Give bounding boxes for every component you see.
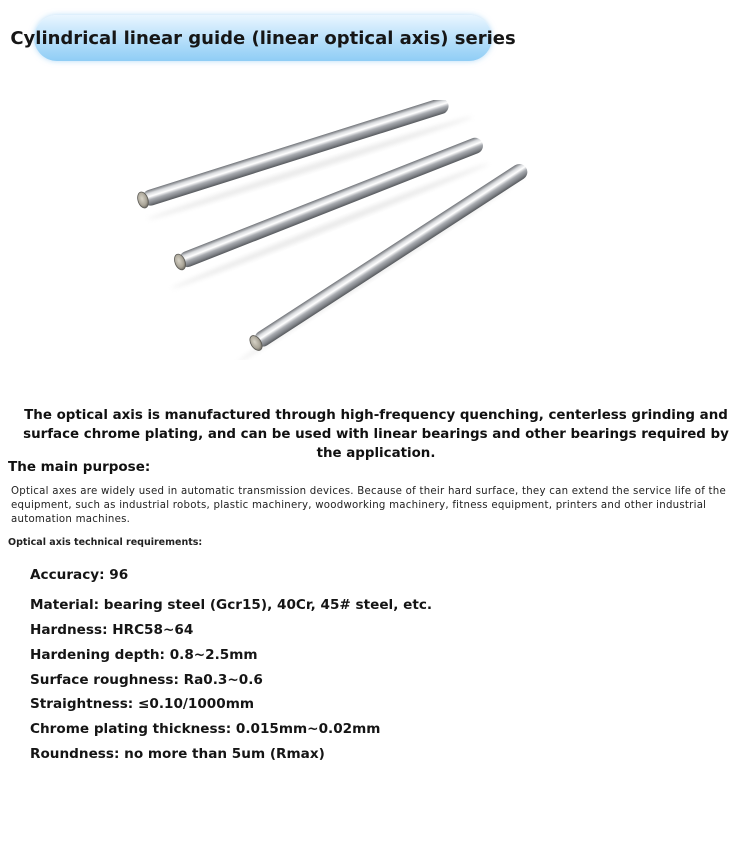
product-image — [120, 100, 540, 360]
optical-shaft — [236, 161, 531, 360]
spec-item: Roundness: no more than 5um (Rmax) — [30, 745, 325, 762]
spec-item: Surface roughness: Ra0.3~0.6 — [30, 671, 263, 688]
spec-item: Straightness: ≤0.10/1000mm — [30, 696, 255, 713]
main-purpose-heading: The main purpose: — [8, 459, 151, 475]
spec-item: Material: bearing steel (Gcr15), 40Cr, 45# steel, etc. — [30, 597, 433, 614]
intro-paragraph: The optical axis is manufactured through high-frequency quenching, centerless grinding and surface chrome plating, and can be used with linear bearings and other bearings required by the application. — [23, 408, 729, 461]
spec-item: Accuracy: 96 — [30, 567, 129, 584]
main-purpose-text: Optical axes are widely used in automatic transmission devices. Because of their hard surface, they can extend the service life of the equipment, such as industrial robots, plastic machinery, woodworking machinery, fitness equipment, printers and other industrial automation machines. — [11, 486, 727, 525]
spec-item: Chrome plating thickness: 0.015mm~0.02mm — [30, 721, 381, 738]
requirements-heading: Optical axis technical requirements: — [8, 537, 203, 548]
title-banner — [10, 15, 516, 61]
spec-item: Hardening depth: 0.8~2.5mm — [30, 646, 258, 663]
spec-item: Hardness: HRC58~64 — [30, 621, 194, 638]
page-title: Cylindrical linear guide (linear optical axis) series — [10, 27, 516, 49]
requirements-list — [30, 563, 432, 766]
